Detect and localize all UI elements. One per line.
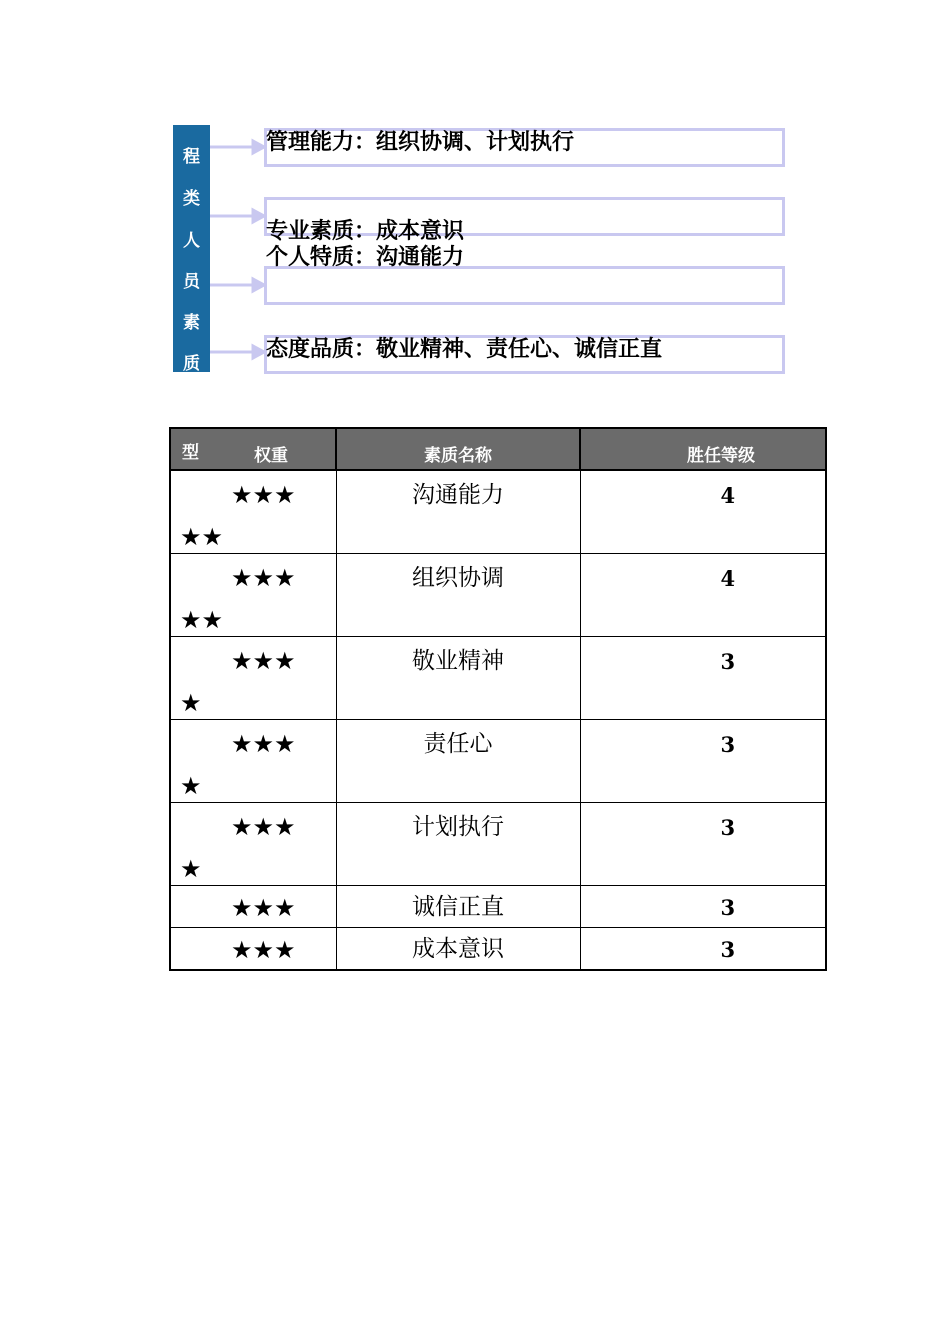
competency-level: 3 xyxy=(720,895,736,920)
level-cell xyxy=(580,470,826,554)
level-cell xyxy=(580,803,826,886)
header-name xyxy=(336,428,580,470)
weight-cell xyxy=(170,637,336,720)
competency-level: 4 xyxy=(720,566,736,591)
competency-level: 3 xyxy=(720,937,736,962)
header-name-label: 素质名称 xyxy=(424,446,492,466)
name-cell xyxy=(336,928,580,971)
table-row xyxy=(170,637,826,720)
header-weight xyxy=(170,428,336,470)
star-rating: ★★★ xyxy=(231,481,296,509)
star-rating-wrap: ★ xyxy=(180,772,202,800)
quality-name: 敬业精神 xyxy=(412,648,504,674)
table-row xyxy=(170,720,826,803)
box-text-professional: 专业素质：成本意识 xyxy=(266,219,465,244)
name-cell xyxy=(336,886,580,928)
level-cell xyxy=(580,886,826,928)
level-cell xyxy=(580,720,826,803)
quality-name: 成本意识 xyxy=(412,936,504,962)
star-rating-wrap: ★ xyxy=(180,855,202,883)
quality-table xyxy=(169,427,827,971)
competency-level: 3 xyxy=(720,732,736,757)
weight-cell xyxy=(170,928,336,971)
side-label-char: 程 xyxy=(183,147,200,167)
quality-name: 责任心 xyxy=(423,731,493,757)
side-label-char: 人 xyxy=(183,231,200,251)
weight-cell xyxy=(170,886,336,928)
competency-level: 3 xyxy=(720,815,736,840)
weight-cell xyxy=(170,470,336,554)
quality-name: 计划执行 xyxy=(412,814,504,840)
star-rating: ★★★ xyxy=(231,894,296,922)
star-rating: ★★★ xyxy=(231,730,296,758)
weight-cell xyxy=(170,720,336,803)
level-cell xyxy=(580,637,826,720)
header-level xyxy=(580,428,826,470)
box-text-personal: 个人特质：沟通能力 xyxy=(266,245,465,270)
connector-arrowhead xyxy=(253,346,264,358)
name-cell xyxy=(336,720,580,803)
table-row xyxy=(170,554,826,637)
connector-arrowhead xyxy=(253,210,264,222)
star-rating-wrap: ★ xyxy=(180,689,202,717)
star-rating-wrap: ★★ xyxy=(180,606,224,634)
header-level-label: 胜任等级 xyxy=(687,446,755,466)
header-weight-label: 权重 xyxy=(254,446,288,466)
competency-level: 3 xyxy=(720,649,736,674)
level-cell xyxy=(580,928,826,971)
star-rating: ★★★ xyxy=(231,564,296,592)
side-label-char: 员 xyxy=(183,272,200,292)
star-rating-wrap: ★★ xyxy=(180,523,224,551)
table-header-row xyxy=(170,428,826,470)
level-cell xyxy=(580,554,826,637)
star-rating: ★★★ xyxy=(231,647,296,675)
quality-name: 诚信正直 xyxy=(412,894,504,920)
table-row xyxy=(170,886,826,928)
name-cell xyxy=(336,637,580,720)
weight-cell xyxy=(170,803,336,886)
name-cell xyxy=(336,470,580,554)
competency-level: 4 xyxy=(720,483,736,508)
side-label-char: 质 xyxy=(183,354,200,374)
table-row xyxy=(170,803,826,886)
box-text-attitude: 态度品质：敬业精神、责任心、诚信正直 xyxy=(266,337,663,362)
table-row xyxy=(170,928,826,971)
name-cell xyxy=(336,554,580,637)
connector-arrowhead xyxy=(253,279,264,291)
side-label-char: 类 xyxy=(183,189,200,209)
star-rating: ★★★ xyxy=(231,936,296,964)
quality-name: 沟通能力 xyxy=(412,482,504,508)
header-type-fragment: 型 xyxy=(182,443,199,463)
table-row xyxy=(170,470,826,554)
connector-arrowhead xyxy=(253,141,264,153)
side-label-char: 素 xyxy=(183,313,200,333)
quality-box-personal xyxy=(264,266,785,305)
competency-diagram xyxy=(0,0,950,400)
name-cell xyxy=(336,803,580,886)
quality-name: 组织协调 xyxy=(412,565,504,591)
box-text-management: 管理能力：组织协调、计划执行 xyxy=(266,130,575,155)
star-rating: ★★★ xyxy=(231,813,296,841)
weight-cell xyxy=(170,554,336,637)
